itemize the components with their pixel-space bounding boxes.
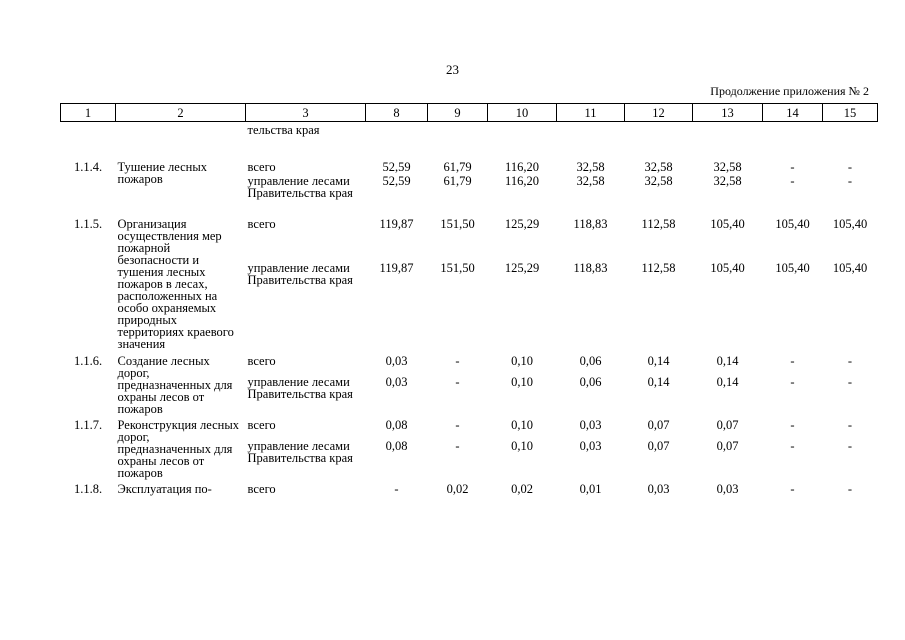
value-cell: 32,58 [644, 174, 673, 188]
value-cell: 0,07 [647, 438, 670, 453]
value-cell: 116,20 [505, 174, 539, 188]
column-header: 15 [823, 104, 878, 122]
value-cell: 151,50 [440, 260, 475, 275]
value-cell: 105,40 [775, 260, 810, 275]
value-cell: 0,14 [647, 374, 670, 389]
value-cell: - [847, 438, 853, 453]
executor-cell: всего [247, 160, 276, 174]
value-cell: - [847, 354, 853, 368]
executor-cell: всего [247, 217, 276, 231]
value-cell: 105,40 [710, 217, 745, 231]
value-cell: 105,40 [832, 260, 868, 275]
value-cell: 125,29 [504, 260, 540, 275]
value-cell: - [790, 174, 795, 188]
value-cell: 0,03 [385, 374, 408, 389]
value-cell: 0,07 [716, 418, 739, 432]
column-header: 9 [428, 104, 488, 122]
row-code: 1.1.6. [73, 354, 103, 368]
value-cell: 0,10 [511, 418, 533, 432]
executor-cell: управление лесами Правительства края [247, 174, 353, 200]
value-cell: 0,10 [511, 374, 533, 389]
executor-cell: управление лесами Правительства края [247, 374, 353, 401]
value-cell: 112,58 [641, 260, 676, 275]
table-row [61, 483, 878, 495]
value-cell: 0,03 [579, 418, 602, 432]
value-cell: - [847, 160, 853, 174]
executor-cell: всего [247, 418, 276, 432]
table-row [61, 419, 878, 438]
value-cell: 105,40 [710, 260, 745, 275]
value-cell: 119,87 [379, 260, 414, 275]
value-cell: 0,10 [511, 438, 533, 453]
value-cell: 61,79 [443, 160, 472, 174]
value-cell: 125,29 [504, 217, 540, 231]
value-cell: 52,59 [382, 160, 411, 174]
value-cell: - [790, 438, 795, 453]
value-cell: - [847, 174, 853, 188]
value-cell: 118,83 [573, 260, 608, 275]
table-row [61, 218, 878, 260]
value-cell: - [790, 482, 795, 496]
value-cell: 0,14 [716, 354, 739, 368]
value-cell: 151,50 [440, 217, 475, 231]
column-header: 3 [246, 104, 366, 122]
value-cell: 0,14 [716, 374, 739, 389]
value-cell: 0,07 [716, 438, 739, 453]
measure-name: Организация осуществления мер пожарной безопасности и тушения лесных пожаров в лесах, расположенных на особо охраняемых природных территориях краевого значения [117, 217, 234, 351]
measure-name: Реконструкция лесных дорог, предназначенных для охраны лесов от пожаров [117, 418, 240, 480]
column-header: 8 [366, 104, 428, 122]
executor-cell: управление лесами Правительства края [247, 438, 353, 465]
value-cell: 32,58 [576, 160, 605, 174]
column-header: 1 [61, 104, 116, 122]
executor-cell: всего [247, 354, 276, 368]
value-cell: - [394, 482, 399, 496]
value-cell: - [790, 418, 795, 432]
value-cell: 119,87 [379, 217, 414, 231]
value-cell: 0,03 [385, 354, 408, 368]
row-code: 1.1.8. [73, 482, 103, 496]
row-code: 1.1.4. [73, 160, 103, 174]
value-cell: 0,06 [579, 354, 602, 368]
table-row [61, 355, 878, 374]
value-cell: 0,02 [511, 482, 533, 496]
value-cell: 0,02 [446, 482, 469, 496]
value-cell: 0,03 [647, 482, 670, 496]
continuation-label: Продолжение приложения № 2 [710, 84, 869, 98]
value-cell: - [455, 374, 460, 389]
value-cell: - [790, 354, 795, 368]
value-cell: 32,58 [713, 160, 742, 174]
value-cell: 32,58 [576, 174, 605, 188]
value-cell: 52,59 [382, 174, 411, 188]
value-cell: - [847, 482, 853, 496]
column-header: 2 [116, 104, 246, 122]
value-cell: - [790, 374, 795, 389]
value-cell: 61,79 [443, 174, 472, 188]
page-number: 23 [446, 62, 459, 77]
value-cell: - [847, 418, 853, 432]
column-header: 12 [625, 104, 693, 122]
row-code: 1.1.7. [73, 418, 103, 432]
measure-name: Эксплуатация по- [117, 482, 212, 496]
executor-cell: управление лесами Правительства края [247, 260, 353, 287]
value-cell: 116,20 [505, 160, 539, 174]
value-cell: - [847, 374, 853, 389]
value-cell: 32,58 [644, 160, 673, 174]
value-cell: 0,06 [579, 374, 602, 389]
column-header: 10 [488, 104, 557, 122]
value-cell: 0,03 [579, 438, 602, 453]
executor-cell: тельства края [247, 123, 320, 137]
value-cell: 0,10 [511, 354, 533, 368]
carryover-row [61, 122, 878, 137]
value-cell: - [455, 438, 460, 453]
value-cell: 112,58 [641, 217, 676, 231]
value-cell: - [455, 418, 460, 432]
value-cell: 0,08 [385, 418, 408, 432]
value-cell: 0,01 [579, 482, 602, 496]
value-cell: 32,58 [713, 174, 742, 188]
value-cell: 105,40 [832, 217, 868, 231]
value-cell: 0,08 [385, 438, 408, 453]
value-cell: - [790, 160, 795, 174]
column-header: 14 [763, 104, 823, 122]
value-cell: 118,83 [573, 217, 608, 231]
measure-name: Создание лесных дорог, предназначенных для охраны лесов от пожаров [117, 354, 233, 416]
column-header: 13 [693, 104, 763, 122]
measure-name: Тушение лесных пожаров [117, 160, 207, 186]
column-header: 11 [557, 104, 625, 122]
value-cell: 0,03 [716, 482, 739, 496]
value-cell: 0,07 [647, 418, 670, 432]
value-cell: 105,40 [775, 217, 810, 231]
column-number-header-row [61, 104, 878, 122]
row-code: 1.1.5. [73, 217, 103, 231]
value-cell: 0,14 [647, 354, 670, 368]
value-cell: - [455, 354, 460, 368]
table-row [61, 161, 878, 173]
executor-cell: всего [247, 482, 276, 496]
measures-table [60, 103, 878, 495]
